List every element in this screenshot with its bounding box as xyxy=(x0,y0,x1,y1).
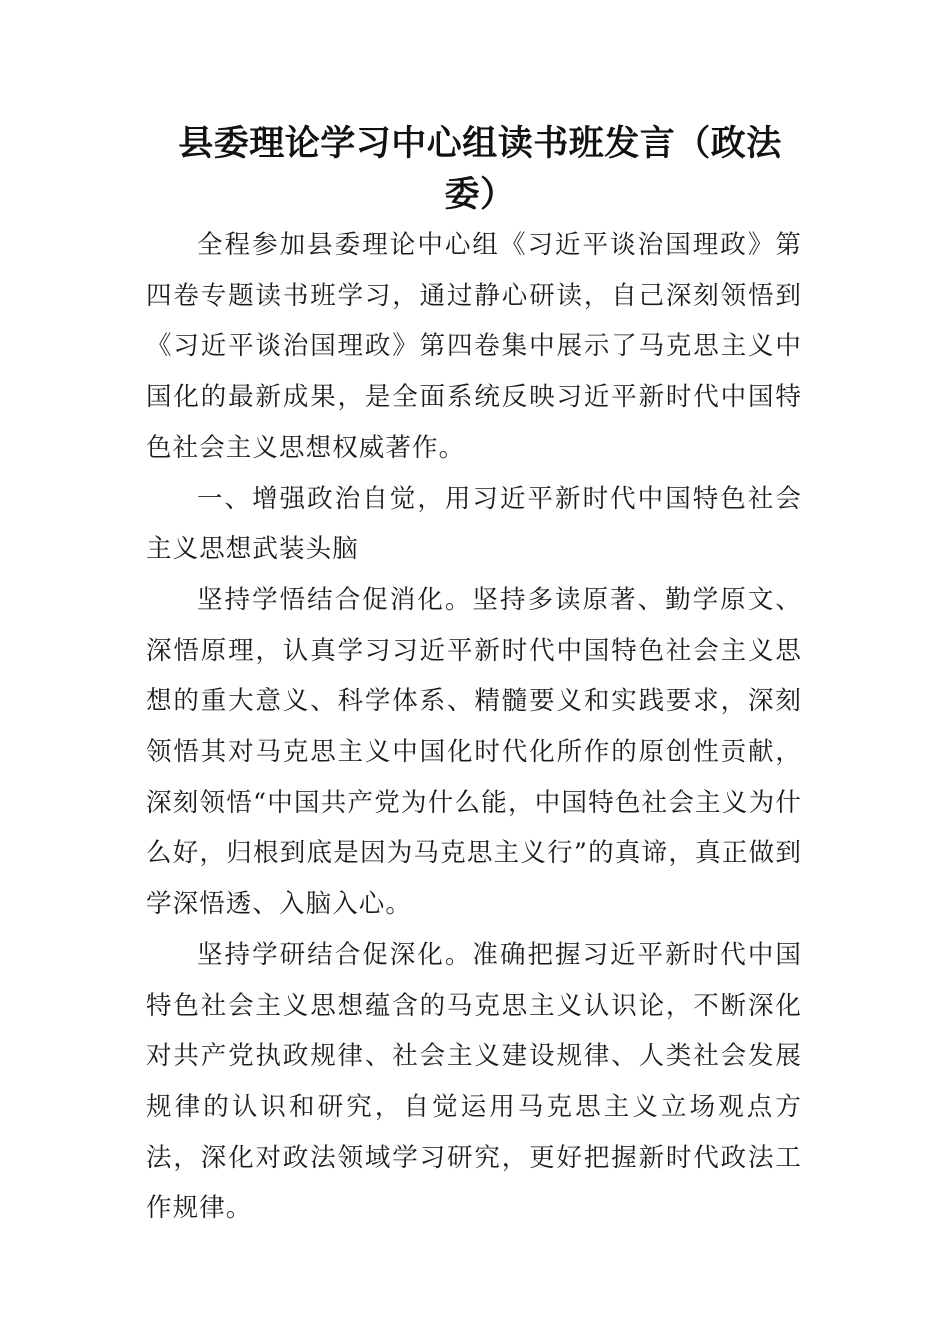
document-body xyxy=(146,220,802,1234)
body-paragraph: 坚持学悟结合促消化。坚持多读原著、勤学原文、深悟原理，认真学习习近平新时代中国特色社会主义思想的重大意义、科学体系、精髓要义和实践要求，深刻领悟其对马克思主义中国化时代化所作的原创性贡献，深刻领悟“中国共产党为什么能，中国特色社会主义为什么好，归根到底是因为马克思主义行”的真谛，真正做到学深悟透、入脑入心。 xyxy=(146,584,802,920)
document-title: 县委理论学习中心组读书班发言（政法委） xyxy=(178,123,782,215)
body-paragraph: 坚持学研结合促深化。准确把握习近平新时代中国特色社会主义思想蕴含的马克思主义认识论，不断深化对共产党执政规律、社会主义建设规律、人类社会发展规律的认识和研究，自觉运用马克思主义立场观点方法，深化对政法领域学习研究，更好把握新时代政法工作规律。 xyxy=(146,939,802,1224)
section-heading-1: 一、增强政治自觉，用习近平新时代中国特色社会主义思想武装头脑 xyxy=(146,483,802,565)
intro-paragraph: 全程参加县委理论中心组《习近平谈治国理政》第四卷专题读书班学习，通过静心研读，自己深刻领悟到《习近平谈治国理政》第四卷集中展示了马克思主义中国化的最新成果，是全面系统反映习近平新时代中国特色社会主义思想权威著作。 xyxy=(146,230,802,463)
